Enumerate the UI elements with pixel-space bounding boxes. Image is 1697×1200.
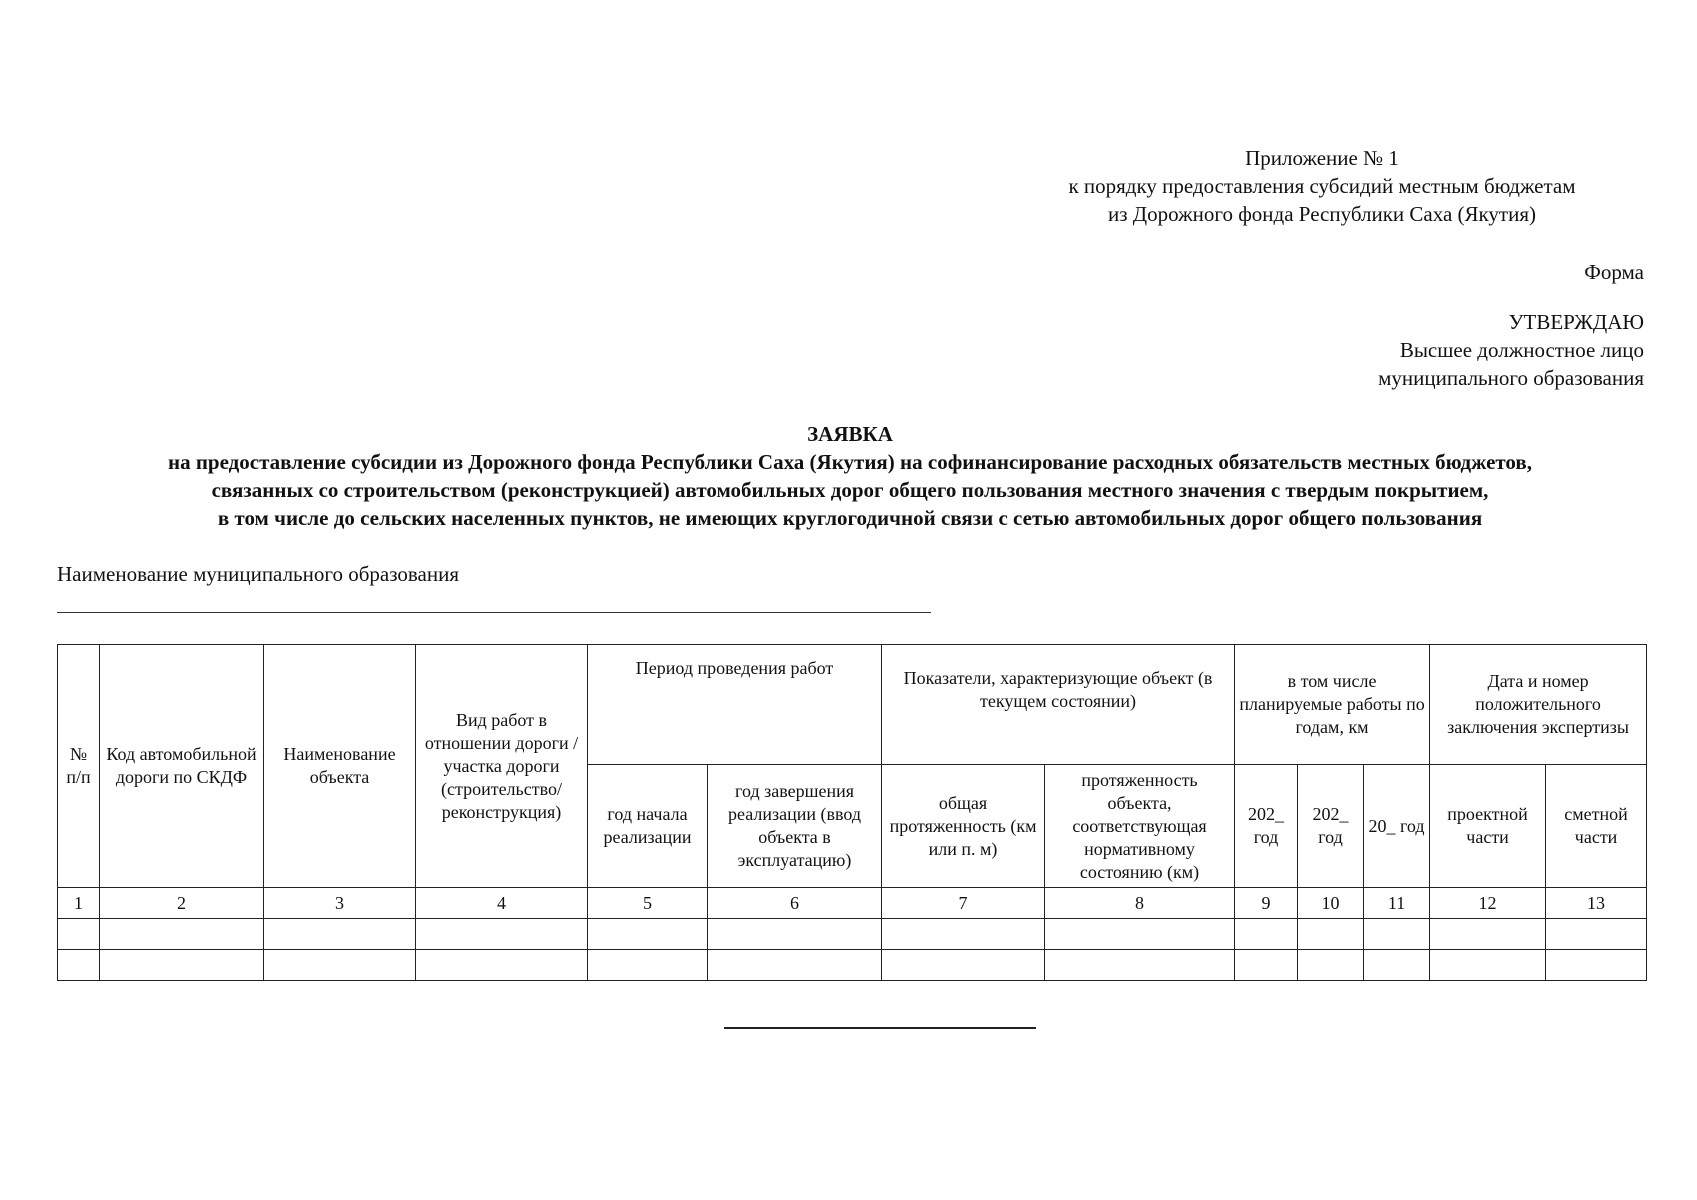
approval-title: УТВЕРЖДАЮ	[1508, 310, 1644, 334]
col-header-period-start: год начала реализации	[588, 765, 708, 888]
table-cell[interactable]	[58, 950, 100, 981]
table-cell[interactable]	[100, 919, 264, 950]
group-header-indicators: Показатели, характеризующие объект (в текущем состоянии)	[882, 645, 1235, 765]
column-number: 13	[1546, 888, 1647, 919]
col-header-year-1: 202_ год	[1235, 765, 1298, 888]
table-cell[interactable]	[708, 950, 882, 981]
table-cell[interactable]	[588, 950, 708, 981]
col-header-estimate-part: сметной части	[1546, 765, 1647, 888]
column-number: 5	[588, 888, 708, 919]
table-cell[interactable]	[1546, 950, 1647, 981]
col-header-year-2: 202_ год	[1298, 765, 1364, 888]
municipality-input-line	[57, 612, 931, 613]
table-cell[interactable]	[1298, 919, 1364, 950]
approval-block	[1378, 308, 1644, 392]
col-header-work-type: Вид работ в отношении дороги / участка дороги (строительство/ реконструкция)	[416, 645, 588, 888]
column-number-row	[58, 888, 1647, 919]
table-row	[58, 950, 1647, 981]
annex-number: Приложение № 1	[1245, 146, 1399, 170]
table-cell[interactable]	[264, 950, 416, 981]
table-cell[interactable]	[708, 919, 882, 950]
header-row-1	[58, 645, 1647, 765]
table-cell[interactable]	[416, 950, 588, 981]
column-number: 11	[1364, 888, 1430, 919]
table-cell[interactable]	[1364, 919, 1430, 950]
title-line-1: на предоставление субсидии из Дорожного фонда Республики Саха (Якутия) на софинансирование расходных обязательств местных бюджетов,	[167, 450, 1533, 474]
column-number: 9	[1235, 888, 1298, 919]
group-header-expertise: Дата и номер положительного заключения экспертизы	[1430, 645, 1647, 765]
column-number: 2	[100, 888, 264, 919]
column-number: 6	[708, 888, 882, 919]
col-header-no: № п/п	[58, 645, 100, 888]
annex-header	[1002, 144, 1642, 228]
column-number: 12	[1430, 888, 1546, 919]
table-cell[interactable]	[1045, 950, 1235, 981]
column-number: 3	[264, 888, 416, 919]
application-table	[57, 644, 1647, 981]
group-header-period: Период проведения работ	[588, 645, 882, 765]
table-cell[interactable]	[1430, 919, 1546, 950]
table-cell[interactable]	[1364, 950, 1430, 981]
approval-line-2: муниципального образования	[1378, 366, 1644, 390]
annex-reference: к порядку предоставления субсидий местным бюджетам	[1068, 174, 1576, 198]
col-header-code: Код автомобильной дороги по СКДФ	[100, 645, 264, 888]
column-number: 1	[58, 888, 100, 919]
approval-line-1: Высшее должностное лицо	[1399, 338, 1644, 362]
table-cell[interactable]	[882, 950, 1045, 981]
column-number: 7	[882, 888, 1045, 919]
form-label: Форма	[1584, 260, 1644, 284]
col-header-name: Наименование объекта	[264, 645, 416, 888]
table-cell[interactable]	[1235, 950, 1298, 981]
table-cell[interactable]	[1235, 919, 1298, 950]
table-row	[58, 919, 1647, 950]
table-cell[interactable]	[1045, 919, 1235, 950]
col-header-year-3: 20_ год	[1364, 765, 1430, 888]
table-cell[interactable]	[100, 950, 264, 981]
title-line-3: в том числе до сельских населенных пунктов, не имеющих круглогодичной связи с сетью автомобильных дорог общего пользования	[217, 506, 1483, 530]
footer-divider	[724, 1027, 1036, 1029]
col-header-project-part: проектной части	[1430, 765, 1546, 888]
col-header-total-length: общая протяженность (км или п. м)	[882, 765, 1045, 888]
col-header-normative-length: протяженность объекта, соответствующая нормативному состоянию (км)	[1045, 765, 1235, 888]
column-number: 10	[1298, 888, 1364, 919]
table-cell[interactable]	[264, 919, 416, 950]
table-cell[interactable]	[1430, 950, 1546, 981]
table-cell[interactable]	[416, 919, 588, 950]
document-title	[40, 420, 1660, 532]
table-cell[interactable]	[1546, 919, 1647, 950]
table-cell[interactable]	[882, 919, 1045, 950]
col-header-period-end: год завершения реализации (ввод объекта в эксплуатацию)	[708, 765, 882, 888]
municipality-label: Наименование муниципального образования	[57, 562, 459, 586]
table-cell[interactable]	[1298, 950, 1364, 981]
group-header-planned: в том числе планируемые работы по годам, км	[1235, 645, 1430, 765]
title-line-2: связанных со строительством (реконструкцией) автомобильных дорог общего пользования местного значения с твердым покрытием,	[211, 478, 1489, 502]
table-cell[interactable]	[58, 919, 100, 950]
title-heading: ЗАЯВКА	[807, 422, 893, 446]
annex-fund: из Дорожного фонда Республики Саха (Якутия)	[1108, 202, 1536, 226]
column-number: 4	[416, 888, 588, 919]
column-number: 8	[1045, 888, 1235, 919]
table-cell[interactable]	[588, 919, 708, 950]
